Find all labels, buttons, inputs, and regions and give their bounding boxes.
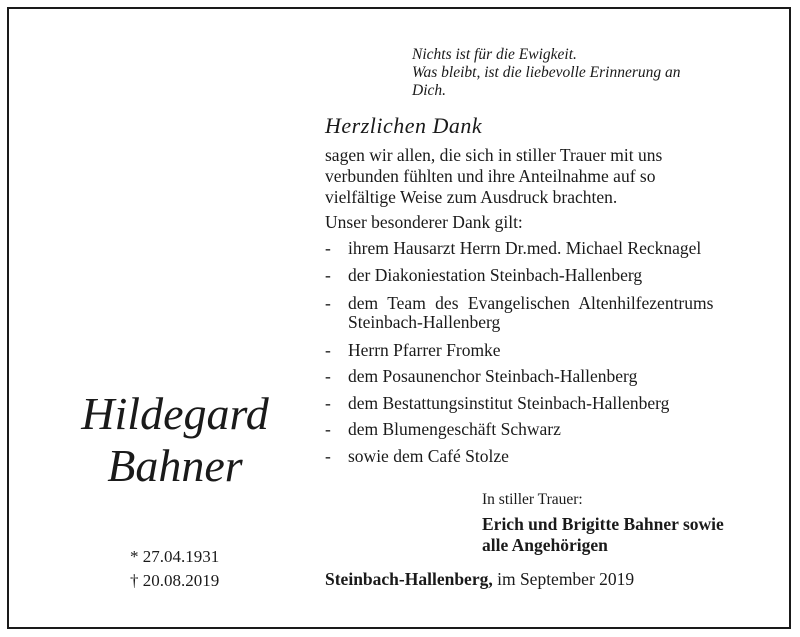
quote-line: Was bleibt, ist die liebevolle Erinnerung an [412,64,681,81]
list-item-text: sowie dem Café Stolze [348,446,509,466]
quote-line: Nichts ist für die Ewigkeit. [412,46,577,63]
bullet-dash: - [325,393,331,413]
life-dates [130,545,219,593]
bullet-dash: - [325,419,331,439]
place-date-line [325,569,634,590]
deceased-last-name: Bahner [107,440,243,491]
intro-line: sagen wir allen, die sich in stiller Trauer mit uns [325,145,663,165]
bullet-dash: - [325,340,331,360]
mourners-line: alle Angehörigen [482,535,608,555]
deceased-first-name: Hildegard [81,388,269,439]
quote-line: Dich. [412,82,447,99]
list-item-text: dem Posaunenchor Steinbach-Hallenberg [348,366,638,386]
thanks-intro [325,145,765,208]
list-item-text: der Diakoniestation Steinbach-Hallenberg [348,265,643,285]
bullet-dash: - [325,293,331,313]
list-item-text: dem Blumengeschäft Schwarz [348,419,561,439]
list-item-text: ihrem Hausarzt Herrn Dr.med. Michael Recknagel [348,238,702,258]
bullet-dash: - [325,238,331,258]
intro-line: verbunden fühlten und ihre Anteilnahme auf so [325,166,656,186]
thanks-heading: Herzlichen Dank [325,113,483,138]
list-item-text: dem Team des Evangelischen Altenhilfezentrums [348,293,714,313]
list-item-text: Herrn Pfarrer Fromke [348,340,501,360]
mourners-label: In stiller Trauer: [482,491,583,508]
notice-date: im September 2019 [497,569,635,589]
bullet-dash: - [325,446,331,466]
thanks-subheading: Unser besonderer Dank gilt: [325,212,523,232]
deceased-name [70,388,280,492]
bullet-dash: - [325,366,331,386]
death-date: † 20.08.2019 [130,571,220,590]
list-item-text: Steinbach-Hallenberg [348,312,501,332]
place-name: Steinbach-Hallenberg, [325,569,493,589]
mourners-names [482,514,724,556]
mourners-line: Erich und Brigitte Bahner sowie [482,514,724,534]
intro-line: vielfältige Weise zum Ausdruck brachten. [325,187,618,207]
list-item-text: dem Bestattungsinstitut Steinbach-Hallenberg [348,393,670,413]
memorial-quote [412,46,772,100]
birth-date: * 27.04.1931 [130,547,220,566]
bullet-dash: - [325,265,331,285]
